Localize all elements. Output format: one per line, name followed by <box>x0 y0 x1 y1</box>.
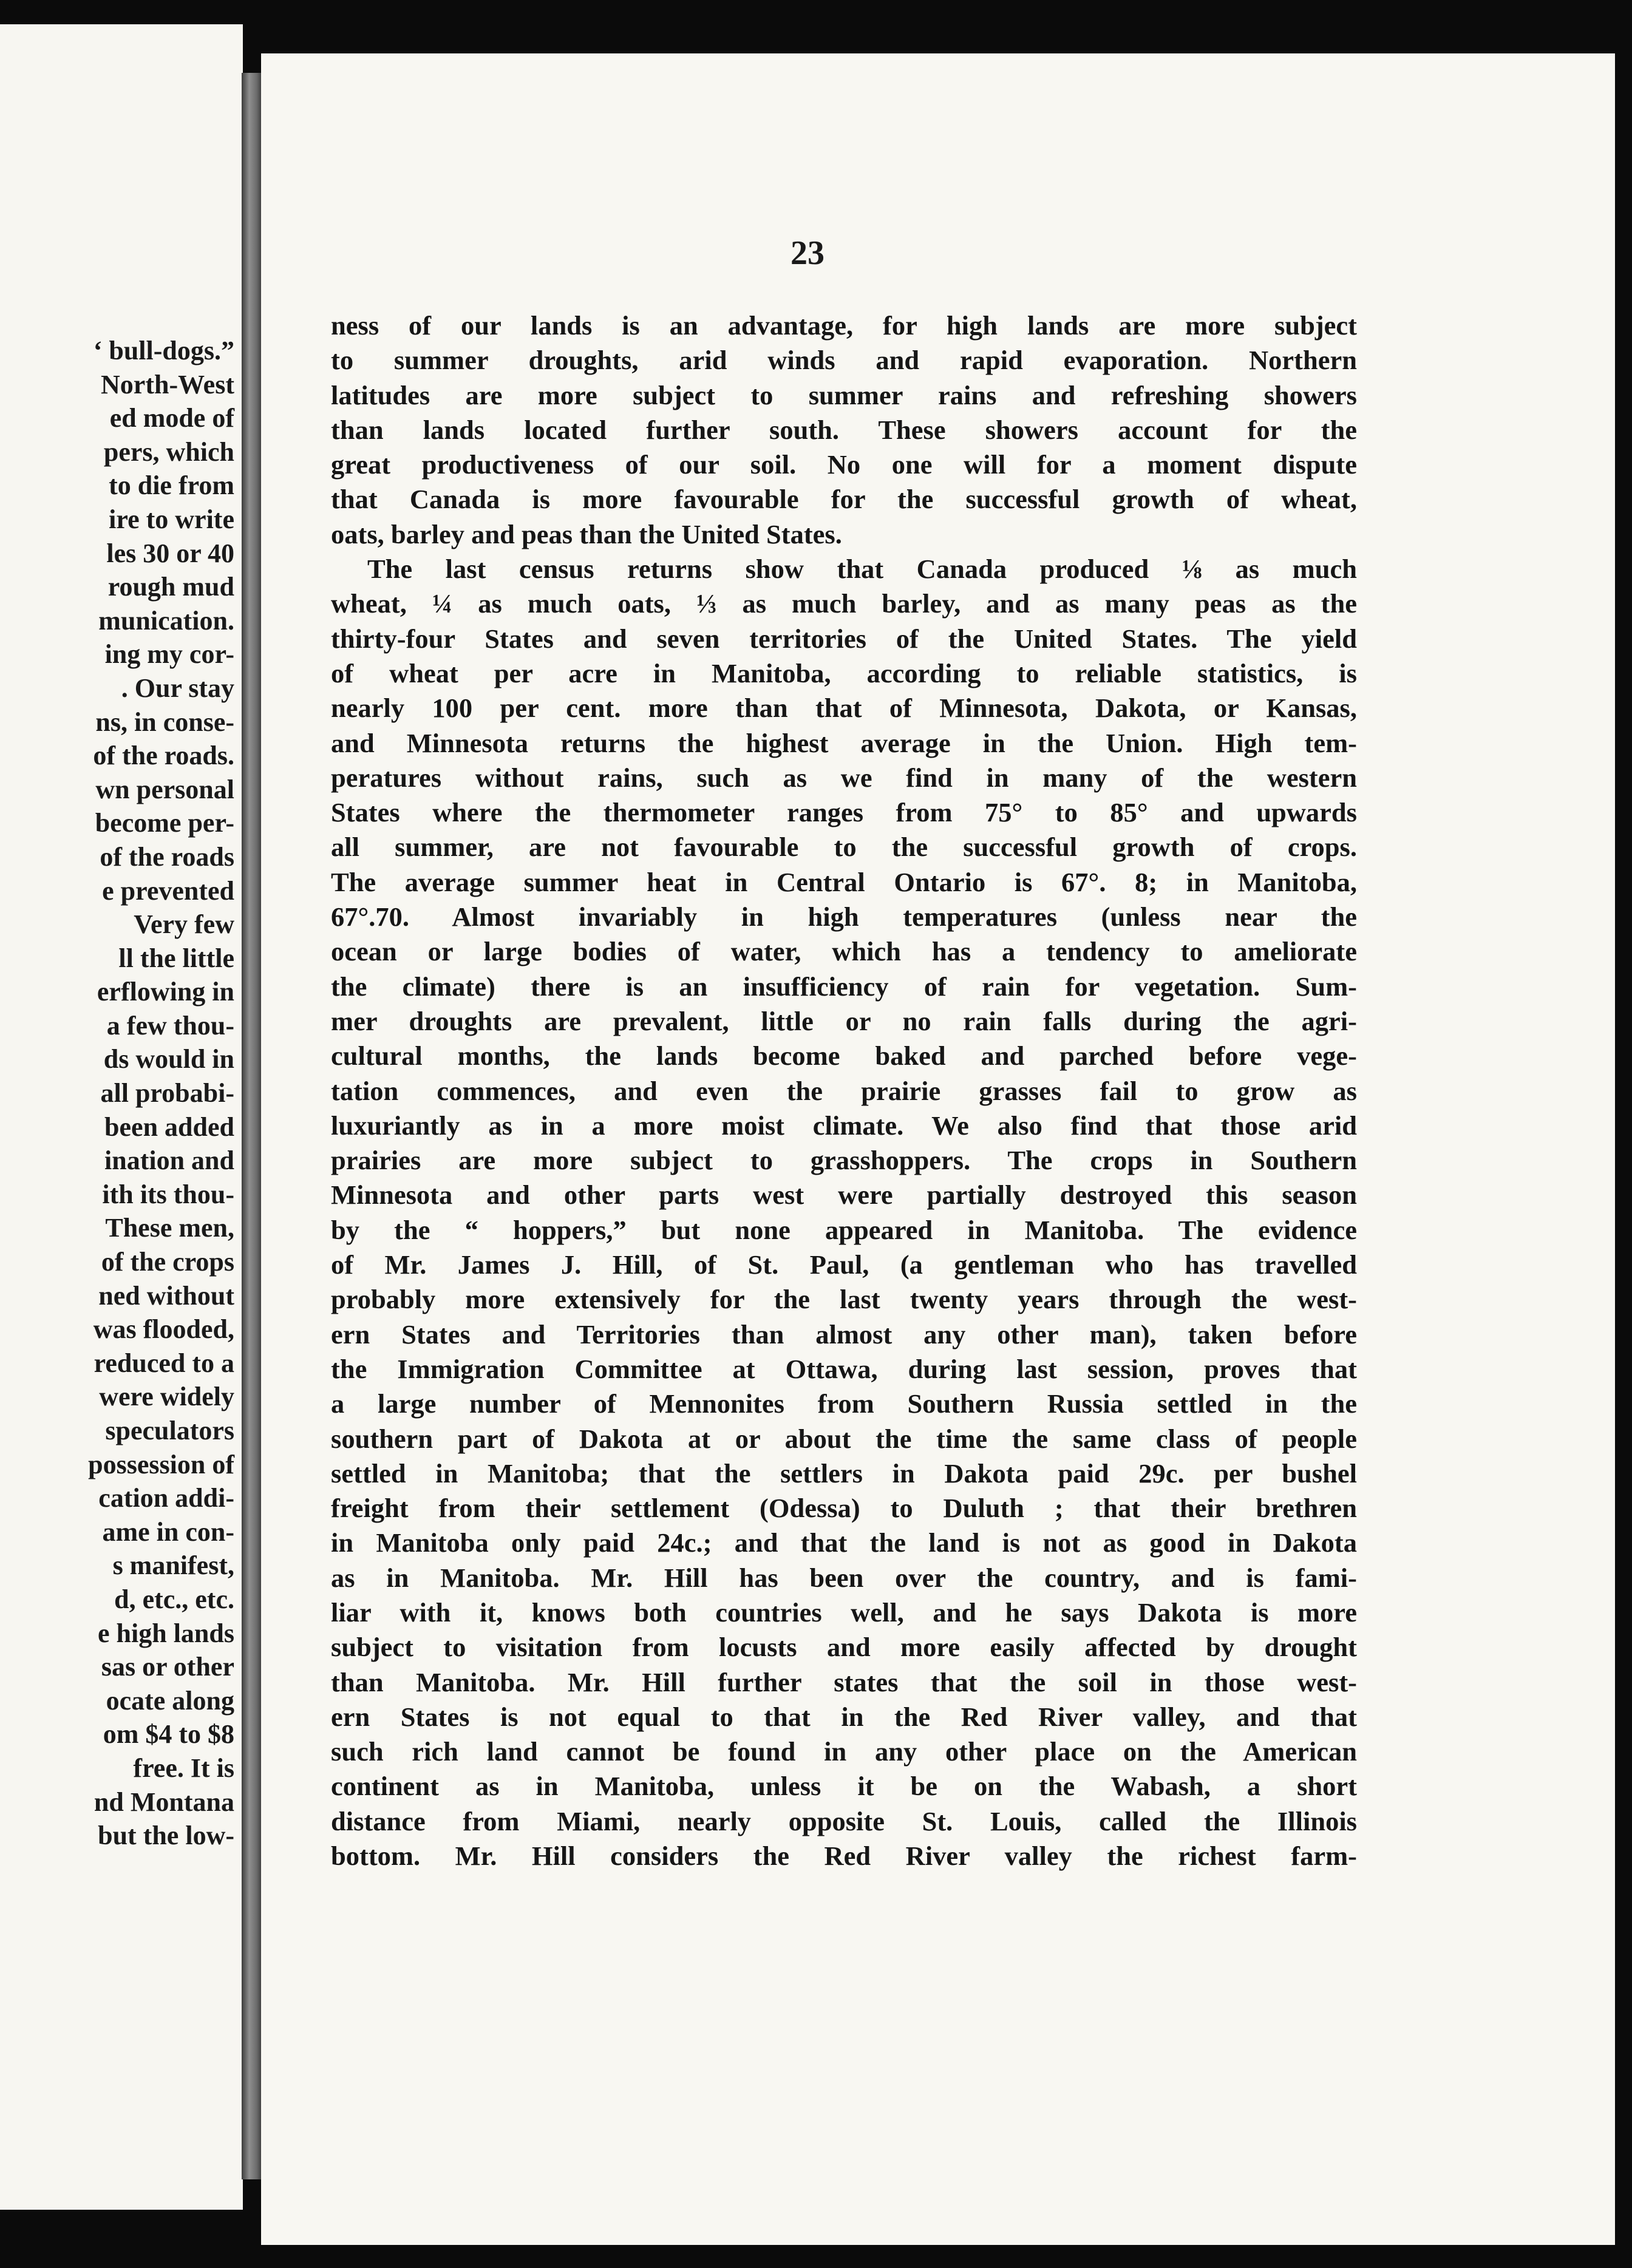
page-number: 23 <box>790 234 824 272</box>
text-line: distance from Miami, nearly opposite St. Louis, called the Illinois <box>331 1805 1357 1836</box>
text-line: mer droughts are prevalent, little or no rain falls during the agri- <box>331 1005 1357 1036</box>
facing-page-line: were widely <box>99 1382 234 1412</box>
text-line: to summer droughts, arid winds and rapid evaporation. Northern <box>331 345 1357 376</box>
text-line: States where the thermometer ranges from 75° to 85° and upwards <box>331 797 1357 828</box>
text-line: the Immigration Committee at Ottawa, during last session, proves that <box>331 1353 1357 1384</box>
facing-page-line: . Our stay <box>121 673 234 703</box>
facing-page-line: ire to write <box>109 504 234 534</box>
text-line: of wheat per acre in Manitoba, according to reliable statistics, is <box>331 657 1357 688</box>
text-line: latitudes are more subject to summer rains and refreshing showers <box>331 379 1357 410</box>
facing-page-line: become per- <box>95 808 234 838</box>
text-line: The average summer heat in Central Ontario is 67°. 8; in Manitoba, <box>331 866 1357 897</box>
text-line: ness of our lands is an advantage, for high lands are more subject <box>331 310 1357 341</box>
facing-page-line: been added <box>104 1112 234 1142</box>
facing-page-line: ll the little <box>118 943 234 973</box>
text-line: thirty-four States and seven territories of the United States. The yield <box>331 623 1357 654</box>
text-line: freight from their settlement (Odessa) to Duluth ; that their brethren <box>331 1493 1357 1524</box>
facing-page-line: ds would in <box>103 1044 234 1075</box>
text-line: than Manitoba. Mr. Hill further states that the soil in those west- <box>331 1666 1357 1697</box>
facing-page-line: of the roads <box>100 841 234 872</box>
facing-page-line: les 30 or 40 <box>106 538 234 568</box>
facing-page-line: wn personal <box>95 774 234 804</box>
text-line: subject to visitation from locusts and more easily affected by drought <box>331 1632 1357 1663</box>
facing-page-line: Very few <box>134 909 234 940</box>
facing-page-line: was flooded, <box>93 1314 234 1345</box>
text-line: wheat, ¼ as much oats, ⅓ as much barley, and as many peas as the <box>331 588 1357 619</box>
facing-page-line: possession of <box>88 1449 234 1479</box>
text-line: all summer, are not favourable to the successful growth of crops. <box>331 832 1357 863</box>
facing-page-line: speculators <box>105 1416 234 1445</box>
text-line: the climate) there is an insufficiency of rain for vegetation. Sum- <box>331 971 1357 1002</box>
text-line: tation commences, and even the prairie grasses fail to grow as <box>331 1075 1357 1106</box>
facing-page-line: all probabi- <box>100 1078 234 1109</box>
text-line: than lands located further south. These showers account for the <box>331 414 1357 445</box>
facing-page-line: sas or other <box>101 1652 234 1682</box>
facing-page-line: a few thou- <box>106 1010 234 1041</box>
body-text <box>331 308 1357 1873</box>
facing-page-line: rough mud <box>107 572 234 602</box>
facing-page-line: ing my cor- <box>104 639 234 670</box>
text-line: of Mr. James J. Hill, of St. Paul, (a gentleman who has travelled <box>331 1249 1357 1280</box>
facing-page-line: ed mode of <box>109 403 234 433</box>
facing-page-line: ‘ bull-dogs.” <box>93 336 234 365</box>
text-line: ern States is not equal to that in the Red River valley, and that <box>331 1701 1357 1732</box>
text-line: prairies are more subject to grasshoppers. The crops in Southern <box>331 1145 1357 1176</box>
text-line: nearly 100 per cent. more than that of Minnesota, Dakota, or Kansas, <box>331 693 1357 724</box>
facing-page-line: om $4 to $8 <box>103 1719 234 1750</box>
facing-page-line: to die from <box>109 470 234 501</box>
text-line: settled in Manitoba; that the settlers in Dakota paid 29c. per bushel <box>331 1458 1357 1489</box>
text-line: bottom. Mr. Hill considers the Red River valley the richest farm- <box>331 1841 1357 1872</box>
text-line: by the “ hoppers,” but none appeared in Manitoba. The evidence <box>331 1214 1357 1245</box>
facing-page-line: These men, <box>105 1213 234 1243</box>
text-line: such rich land cannot be found in any other place on the American <box>331 1736 1357 1767</box>
text-line: peratures without rains, such as we find in many of the western <box>331 762 1357 793</box>
facing-page-line: nd Montana <box>93 1787 234 1817</box>
text-line: continent as in Manitoba, unless it be on the Wabash, a short <box>331 1771 1357 1802</box>
facing-page-text <box>88 334 234 1853</box>
text-line: that Canada is more favourable for the successful growth of wheat, <box>331 484 1357 515</box>
text-line: cultural months, the lands become baked and parched before vege- <box>331 1041 1357 1071</box>
facing-page-line: ame in con- <box>102 1516 234 1547</box>
facing-page-line: ination and <box>104 1146 234 1176</box>
text-line: as in Manitoba. Mr. Hill has been over the country, and is fami- <box>331 1562 1357 1593</box>
facing-page-line: reduced to a <box>93 1348 234 1378</box>
facing-page-line: ns, in conse- <box>95 707 234 737</box>
text-line: ern States and Territories than almost any other man), taken before <box>331 1319 1357 1350</box>
facing-page-line: but the low- <box>98 1821 234 1851</box>
text-line: ocean or large bodies of water, which has a tendency to ameliorate <box>331 936 1357 967</box>
facing-page-line: e prevented <box>102 875 234 906</box>
facing-page-line: munication. <box>98 605 234 636</box>
text-line: great productiveness of our soil. No one will for a moment dispute <box>331 449 1357 480</box>
facing-page <box>0 24 243 2210</box>
facing-page-line: ned without <box>98 1280 234 1311</box>
book-gutter <box>242 73 264 2179</box>
text-line: liar with it, knows both countries well, and he says Dakota is more <box>331 1597 1357 1628</box>
facing-page-line: s manifest, <box>112 1550 234 1581</box>
facing-page-line: ocate along <box>106 1685 234 1716</box>
text-line: Minnesota and other parts west were partially destroyed this season <box>331 1180 1357 1210</box>
facing-page-line: ith its thou- <box>102 1179 234 1209</box>
text-line: 67°.70. Almost invariably in high temperatures (unless near the <box>331 901 1357 932</box>
facing-page-line: cation addi- <box>98 1483 234 1513</box>
facing-page-line: e high lands <box>98 1618 234 1648</box>
text-line: southern part of Dakota at or about the time the same class of people <box>331 1423 1357 1454</box>
text-line: The last census returns show that Canada produced ⅛ as much <box>367 554 1357 585</box>
facing-page-line: of the roads. <box>93 741 234 771</box>
facing-page-line: of the crops <box>101 1247 234 1277</box>
text-line: and Minnesota returns the highest average in the Union. High tem- <box>331 727 1357 758</box>
text-line: in Manitoba only paid 24c.; and that the land is not as good in Dakota <box>331 1527 1357 1558</box>
text-line: oats, barley and peas than the United States. <box>331 518 842 549</box>
facing-page-line: erflowing in <box>97 977 234 1007</box>
facing-page-line: d, etc., etc. <box>114 1584 234 1614</box>
text-line: a large number of Mennonites from Southern Russia settled in the <box>331 1388 1357 1419</box>
text-line: luxuriantly as in a more moist climate. We also find that those arid <box>331 1110 1357 1141</box>
facing-page-line: free. It is <box>133 1753 234 1783</box>
text-line: probably more extensively for the last twenty years through the west- <box>331 1284 1357 1315</box>
facing-page-line: North-West <box>101 369 234 399</box>
facing-page-line: pers, which <box>103 436 234 467</box>
